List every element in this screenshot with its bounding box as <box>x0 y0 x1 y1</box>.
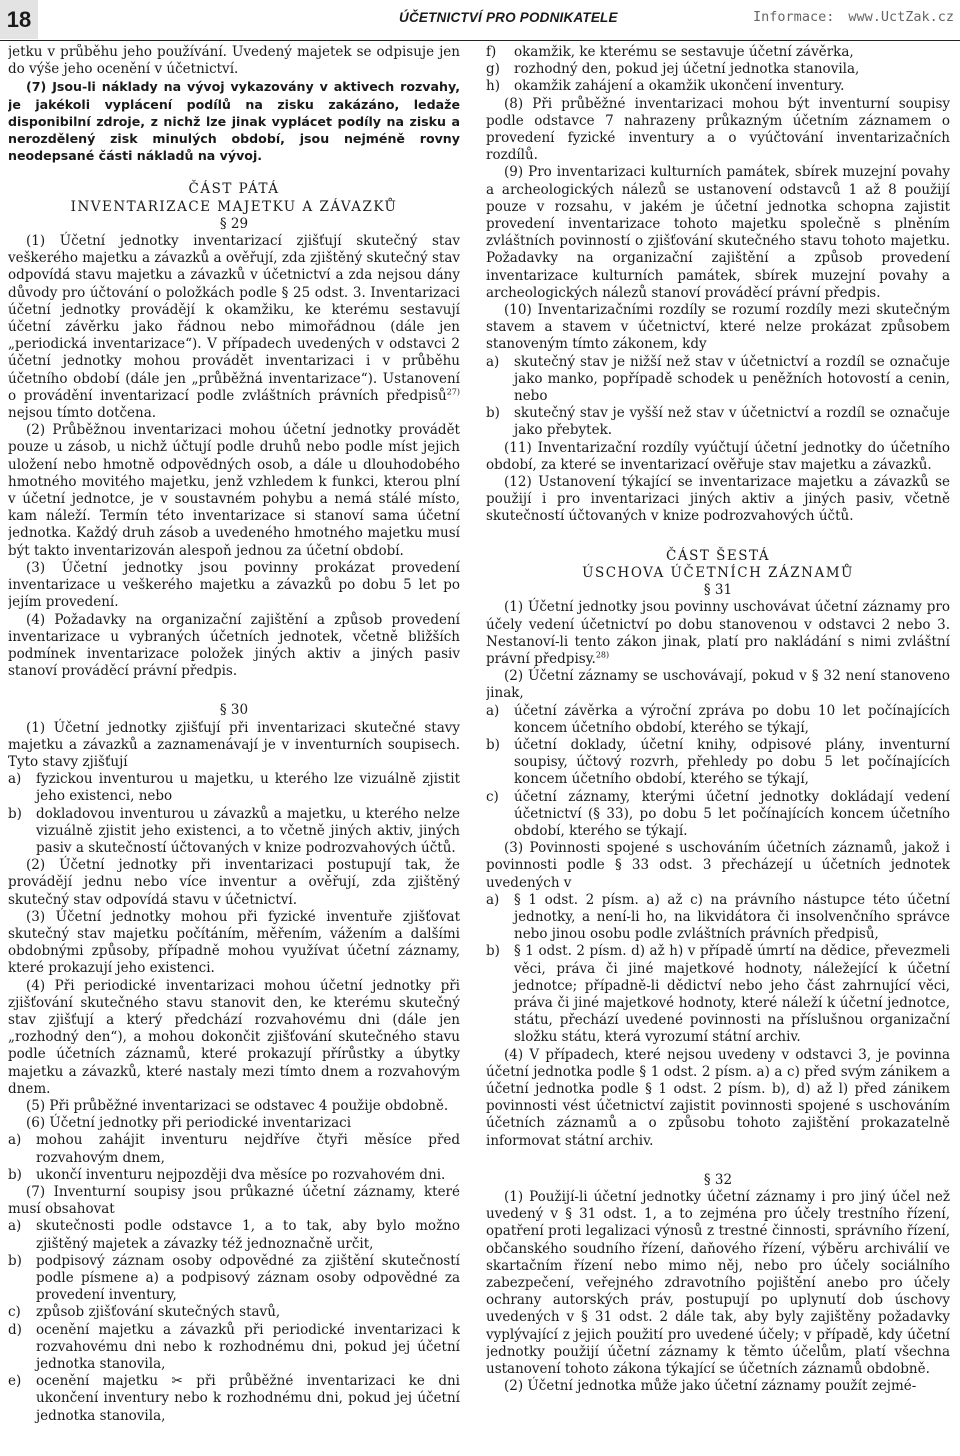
list-text: účetní závěrka a výroční zpráva po dobu 10 let počínajících koncem účetního období, kterého se týkají, <box>514 702 950 736</box>
section-29-paragraph-2: (2) Průběžnou inventarizaci mohou účetní jednotky provádět pouze u zásob, u nichž účtují podle druhů nebo podle míst jejich uložení nebo hmotně odpovědných osob, a dále u dlouhodobého hmotného movitého majetku, jenž vzhledem k funkci, kterou plní v účetní jednotce, je v soustavném pohybu a nemá stálé místo, kam náleží. Termín této inventarizace si stanoví sama účetní jednotka. Každý druh zásob a uvedeného hmotného majetku musí být takto inventarizován alespoň jednou za účetní období. <box>8 422 460 559</box>
section-29-paragraph-4: (4) Požadavky na organizační zajištění a způsob provedení inventarizace u vybraných účetních jednotek, včetně bližších podmínek inventarizace položek jiných aktiv a jiných pasiv stanoví prováděcí právní předpis. <box>8 611 460 680</box>
list-marker: b) <box>8 1166 22 1183</box>
section-31-paragraph-3: (3) Povinnosti spojené s uschováním účetních záznamů, jakož i povinnosti podle § 33 odst. 3 přecházejí u účetních jednotek uvedených v <box>486 840 950 891</box>
list-item <box>8 806 460 858</box>
list-marker: a) <box>486 891 500 908</box>
list-text: § 1 odst. 2 písm. a) až c) na právního nástupce této účetní jednotky, a není-li ho, na likvidátora či insolvenčního správce nebo jinou osobu podle zvláštních právních předpisů, <box>514 891 950 943</box>
section-31-paragraph-1 <box>486 599 950 668</box>
right-column <box>486 44 950 1456</box>
section-32-paragraph-2: (2) Účetní jednotka může jako účetní záznamy použít zejmé- <box>504 1378 917 1395</box>
s29-1-end: nejsou tímto dotčena. <box>8 405 157 422</box>
list-marker: a) <box>8 1132 22 1149</box>
list-text: rozhodný den, pokud jej účetní jednotka stanovila, <box>514 61 860 78</box>
list-item <box>486 703 950 737</box>
section-30-paragraph-1: (1) Účetní jednotky zjišťují při inventarizaci skutečné stavy majetku a závazků a zaznamenávají je v inventurních soupisech. Tyto stavy zjišťují <box>8 719 460 770</box>
publication-title: ÚČETNICTVÍ PRO PODNIKATELE <box>399 10 618 25</box>
list-item <box>8 1322 460 1374</box>
page-header <box>0 0 960 41</box>
list-marker: c) <box>8 1304 21 1321</box>
section-30-paragraph-3: (3) Účetní jednotky mohou při fyzické inventuře zjišťovat skutečný stav majetku počítáním, měřením, vážením a dalšími obdobnými způsoby, případně mohou využívat účetní záznamy, které prokazují jeho existenci. <box>8 908 460 977</box>
list-text: způsob zjišťování skutečných stavů, <box>36 1304 281 1321</box>
section-31-paragraph-2: (2) Účetní záznamy se uschovávají, pokud v § 32 není stanoveno jinak, <box>486 668 950 702</box>
paragraph-7: (7) Jsou-li náklady na vývoj vykazovány v aktivech rozvahy, je jakékoli vyplácení podílů na zisku zakázáno, ledaže disponibilní zdroje, z nichž lze jinak vyplácet podíly na zisku a nerozdělený zisk minulých období, jsou nejméně rovny neodepsané části nákladů na vývoj. <box>8 79 460 164</box>
section-30-heading: § 30 <box>219 702 249 719</box>
section-32-heading: § 32 <box>703 1171 733 1188</box>
list-text: ocenění majetku a závazků při periodické inventarizaci k rozvahovému dni nebo k rozhodnému dni, pokud jej účetní jednotka stanovila, <box>36 1321 460 1373</box>
list-marker: a) <box>486 702 500 719</box>
list-marker: b) <box>8 805 22 822</box>
list-text: mohou zahájit inventuru nejdříve čtyři měsíce před rozvahovým dnem, <box>36 1132 460 1166</box>
list-text: skutečný stav je vyšší než stav v účetnictví a rozdíl se označuje jako přebytek. <box>514 405 950 439</box>
header-info <box>739 9 954 25</box>
section-32-paragraph-1: (1) Použijí-li účetní jednotky účetní záznamy i pro jiný účel než uvedený v § 31 odst. 1, a to zejména pro účely trestního řízení, opatření proti legalizaci výnosů z trestné činnosti, správního řízení, občanského soudního řízení, daňového řízení, výběru archiválií ve skartačním řízení nebo mimo něj, nebo pro účely sociálního zabezpečení, veřejného zdravotního pojištění anebo pro účely ochrany autorských práv, postupují po uplynutí dob úschovy uvedených v § 31 odst. 2 dále tak, aby byly zajištěny požadavky vyplývající z jejich použití pro uvedené účely; v případě, kdy účetní jednotky použijí účetní záznamy k těmto účelům, platí všechna ustanovení tohoto zákona týkající se účetních záznamů obdobně. <box>486 1189 950 1378</box>
list-text: podpisový záznam osoby odpovědné za zjištění skutečností podle písmene a) a podpisový záznam osoby odpovědné za provedení inventury, <box>36 1252 460 1304</box>
list-text: při průběžné inventarizaci ke dni ukončení inventury nebo k rozhodnému dni, pokud jej účetní jednotka stanovila, <box>36 1373 460 1424</box>
section-31-paragraph-4: (4) V případech, které nejsou uvedeny v odstavci 3, je povinna účetní jednotka podle § 1 odst. 2 písm. a) a c) před svým zánikem a účetní jednotka podle § 1 odst. 2 písm. b), d) až l) před zánikem povinnosti vést účetnictví zajistit povinnosti spojené s uschováním účetních záznamů a o způsobu tohoto zajištění prokazatelně informovat státní archiv. <box>486 1046 950 1149</box>
list-item <box>486 737 950 789</box>
list-item <box>486 44 950 61</box>
scissors-icon: ✂ <box>171 1373 197 1390</box>
section-30-paragraph-6: (6) Účetní jednotky při periodické inventarizaci <box>26 1115 352 1132</box>
section-30-paragraph-8: (8) Při průběžné inventarizaci mohou být inventurní soupisy podle odstavce 7 nahrazeny průkazným účetním záznamem o provedení fyzické inventury a o vyúčtování inventarizačních rozdílů. <box>486 95 950 164</box>
section-29-heading: § 29 <box>219 215 249 232</box>
list-item <box>486 405 950 439</box>
list-item <box>486 943 950 1046</box>
list-item <box>486 78 950 95</box>
list-marker: b) <box>8 1252 22 1269</box>
list-marker: a) <box>8 1218 22 1235</box>
info-url[interactable]: www.UctZak.cz <box>848 9 954 25</box>
footnote-ref-27: 27) <box>446 387 460 397</box>
s29-1-text: (1) Účetní jednotky inventarizací zjišťují skutečný stav veškerého majetku a závazků a ověřují, zda zjištěný skutečný stav odpovídá stavu majetku a závazků v účetnictví a zda nejsou dány důvody pro účtování o položkách podle § 25 odst. 3. Inventarizaci účetní jednotky provádějí k okamžiku, ke kterému sestavují účetní závěrku jako řádnou nebo mimořádnou (dále jen „periodická inventarizace“). V případech uvedených v odstavci 2 účetní jednotky mohou provádět inventarizaci i v průběhu účetního období (dále jen „průběžná inventarizace“). Ustanovení o provádění inventarizací podle zvláštních právních předpisů <box>8 233 460 404</box>
part-6-title: ČÁST ŠESTÁ <box>666 547 770 564</box>
list-text: okamžik zahájení a okamžik ukončení inventury. <box>514 78 845 95</box>
section-30-paragraph-2: (2) Účetní jednotky při inventarizaci postupují tak, že provádějí jednu nebo více inventur a ověřují, zda zjištěný skutečný stav odpovídá stavu v účetnictví. <box>8 857 460 908</box>
section-29-paragraph-1 <box>8 233 460 422</box>
list-text: ocenění majetku <box>36 1373 172 1390</box>
list-marker: d) <box>8 1321 22 1338</box>
section-30-paragraph-12: (12) Ustanovení týkající se inventarizace majetku a závazků se použijí i pro inventarizaci jiných aktiv a jiných pasiv, včetně skutečností účtovaných v knize podrozvahových účtů. <box>486 474 950 525</box>
list-item <box>8 771 460 805</box>
list-marker: e) <box>8 1373 22 1390</box>
list-text: § 1 odst. 2 písm. d) až h) v případě úmrtí na dědice, převezmeli věci, práva či jiné majetkové hodnoty, náležející k účetní jednotce; případně-li dědictví nebo jeho část zahrnující věci, práva či jiné majetkové hodnoty, které náleží k účetní jednotce, státu, přechází uvedené povinnosti na příslušnou organizační složku státu, která vyrozumí státní archiv. <box>514 943 950 1046</box>
list-text: skutečnosti podle odstavce 1, a to tak, aby bylo možno zjištěný majetek a závazky též jednoznačně určit, <box>36 1218 460 1252</box>
section-30-paragraph-11: (11) Inventarizační rozdíly vyúčtují účetní jednotky do účetního období, za které se inventarizací ověřuje stav majetku a závazků. <box>486 439 950 473</box>
s31-1-text: (1) Účetní jednotky jsou povinny uschovávat účetní záznamy pro účely vedení účetnictví po dobu stanovenou v odstavci 2 nebo 3. Nestanoví-li tento zákon jinak, platí pro nakládání s nimi zvláštní právní předpisy. <box>486 599 950 667</box>
list-marker: b) <box>486 736 500 753</box>
list-text: účetní záznamy, kterými účetní jednotky dokládají vedení účetnictví (§ 33), po dobu 5 let počínajících koncem účetního období, kterého se týkají. <box>514 788 950 839</box>
list-item <box>8 1304 460 1321</box>
list-marker: f) <box>486 44 497 60</box>
list-text: okamžik, ke kterému se sestavuje účetní závěrka, <box>514 44 854 60</box>
section-30-paragraph-10: (10) Inventarizačními rozdíly se rozumí rozdíly mezi skutečným stavem a stavem v účetnictví, které nelze prokázat způsobem stanoveným tímto zákonem, kdy <box>486 302 950 353</box>
list-text: dokladovou inventurou u závazků a majetku, u kterého nelze vizuálně zjistit jeho existenci, a to včetně jiných aktiv, jiných pasiv a skutečností účtovaných v knize podrozvahových účtů. <box>36 805 460 856</box>
info-label: Informace: <box>753 9 835 25</box>
list-item <box>486 789 950 841</box>
list-item <box>8 1167 460 1184</box>
list-marker: b) <box>486 943 500 960</box>
list-item <box>486 354 950 406</box>
list-marker: a) <box>8 771 22 788</box>
list-marker: a) <box>486 353 500 370</box>
section-30-paragraph-7: (7) Inventurní soupisy jsou průkazné účetní záznamy, které musí obsahovat <box>8 1184 460 1218</box>
section-29-paragraph-3: (3) Účetní jednotky jsou povinny prokázat provedení inventarizace u veškerého majetku a závazků po dobu 5 let po jejím provedení. <box>8 559 460 611</box>
list-item <box>8 1218 460 1252</box>
list-marker: g) <box>486 61 500 78</box>
list-item <box>486 61 950 78</box>
section-30-paragraph-4: (4) Při periodické inventarizaci mohou účetní jednotky při zjišťování skutečného stavu stanovit den, ke kterému skutečný stav zjišťují a který předchází rozvahovému dni (dále jen „rozhodný den“), a mohou dokončit zjišťování skutečného stavu podle účetních záznamů, které prokazují přírůstky a úbytky majetku a závazků, které nastaly mezi tímto dnem a rozvahovým dnem. <box>8 977 460 1097</box>
list-text: skutečný stav je nižší než stav v účetnictví a rozdíl se označuje jako manko, popřípadě schodek u peněžních hotovostí a cenin, nebo <box>514 353 950 405</box>
page-number: 18 <box>0 0 38 39</box>
list-text: fyzickou inventurou u majetku, u kterého lze vizuálně zjistit jeho existenci, nebo <box>36 771 460 805</box>
list-item <box>8 1132 460 1166</box>
list-marker: c) <box>486 788 499 805</box>
part-5-title: ČÁST PÁTÁ <box>188 181 280 198</box>
section-30-paragraph-5: (5) Při průběžné inventarizaci se odstavec 4 použije obdobně. <box>26 1097 449 1114</box>
list-text: účetní doklady, účetní knihy, odpisové plány, inventurní soupisy, účtový rozvrh, přehledy po dobu 5 let počínajících koncem účetního období, kterého se týkají, <box>514 736 950 788</box>
list-item <box>8 1373 460 1425</box>
list-marker: h) <box>486 78 500 95</box>
part-5-subtitle: INVENTARIZACE MAJETKU A ZÁVAZKŮ <box>70 198 398 215</box>
section-31-heading: § 31 <box>703 582 733 599</box>
list-text: ukončí inventuru nejpozději dva měsíce po rozvahovém dni. <box>36 1166 446 1183</box>
list-item <box>8 1253 460 1305</box>
part-6-subtitle: ÚSCHOVA ÚČETNÍCH ZÁZNAMŮ <box>582 564 854 581</box>
list-marker: b) <box>486 405 500 422</box>
paragraph-intro: jetku v průběhu jeho používání. Uvedený majetek se odpisuje jen do výše jeho ocenění v účetnictví. <box>8 44 460 78</box>
section-30-paragraph-9: (9) Pro inventarizaci kulturních památek, sbírek muzejní povahy a archeologických nálezů se ustanovení odstavců 1 až 8 použijí pouze v rozsahu, v jakém je účetní jednotka schopna zajistit provedení inventarizace tohoto majetku společně s plněním zvláštních povinností o zjišťování skutečného stavu tohoto majetku. Požadavky na organizační zajištění a způsob provedení inventarizace kulturních památek, sbírek muzejní povahy a archeologických nálezů stanoví prováděcí právní předpis. <box>486 164 950 301</box>
left-column <box>8 44 460 1456</box>
footnote-ref-28: 28) <box>595 650 610 660</box>
list-item <box>486 892 950 944</box>
